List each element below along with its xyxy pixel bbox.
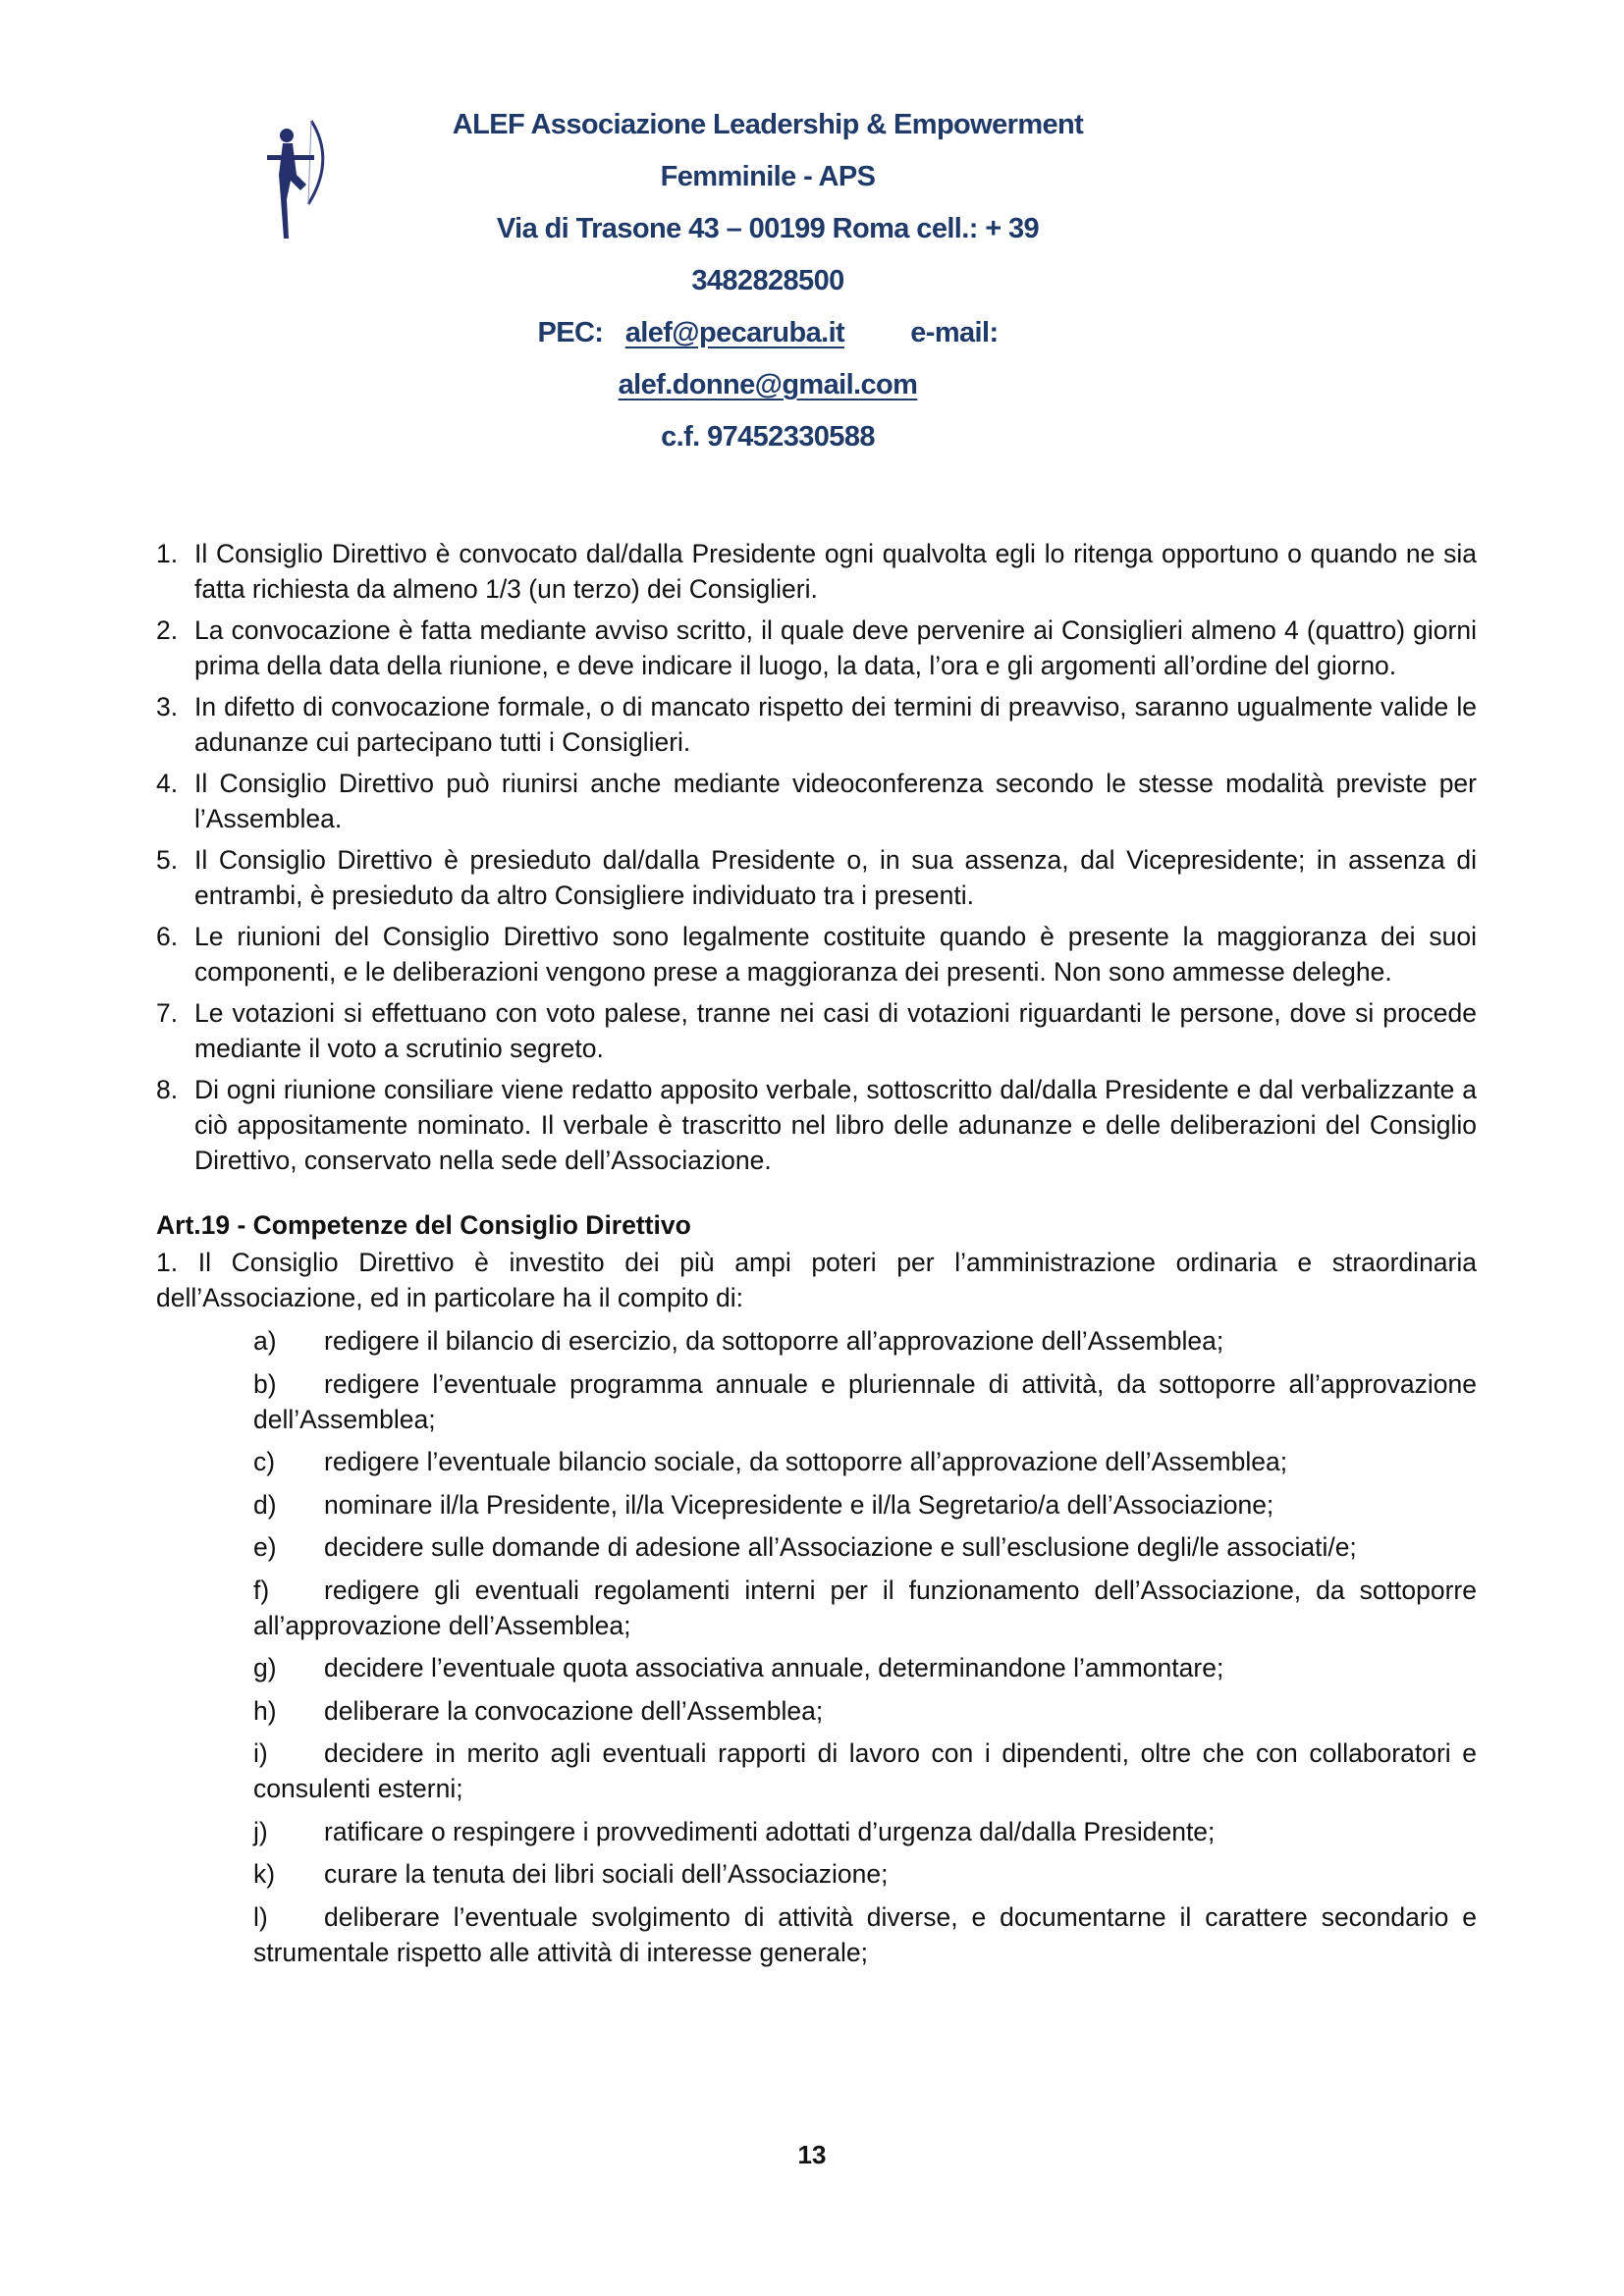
item-text: Il Consiglio Direttivo è presieduto dal/dalla Presidente o, in sua assenza, dal Vicepresidente; in assenza di entrambi, è presieduto da altro Consigliere individuato tra i presenti.	[194, 845, 1477, 910]
email-label: e-mail:	[910, 317, 999, 348]
item-text: ratificare o respingere i provvedimenti adottati d’urgenza dal/dalla Presidente;	[324, 1816, 1216, 1846]
item-number: 5.	[156, 845, 179, 875]
item-text: nominare il/la Presidente, il/la Vicepresidente e il/la Segretario/a dell’Associazione;	[324, 1489, 1274, 1520]
item-number: 6.	[156, 922, 179, 951]
lettered-item	[253, 1856, 1477, 1892]
item-text: redigere gli eventuali regolamenti interni per il funzionamento dell’Associazione, da sottoporre all’approvazione dell’Assemblea;	[253, 1575, 1477, 1640]
list-item	[156, 995, 1477, 1066]
lettered-item	[253, 1487, 1477, 1522]
item-letter: i)	[253, 1738, 268, 1768]
item-letter: b)	[253, 1368, 277, 1399]
item-text: Il Consiglio Direttivo è convocato dal/dalla Presidente ogni qualvolta egli lo ritenga opportuno o quando ne sia fatta richiesta da almeno 1/3 (un terzo) dei Consiglieri.	[194, 539, 1477, 604]
lettered-item	[253, 1650, 1477, 1685]
item-letter: c)	[253, 1447, 276, 1476]
list-item	[156, 613, 1477, 683]
lettered-item	[253, 1735, 1477, 1806]
item-number: 4.	[156, 769, 179, 798]
list-item	[156, 766, 1477, 836]
document-body	[156, 536, 1477, 1977]
lettered-item	[253, 1529, 1477, 1565]
list-item	[156, 536, 1477, 607]
phone: 3482828500	[691, 265, 844, 296]
item-text: deliberare la convocazione dell’Assemblea;	[324, 1695, 824, 1726]
numbered-list	[156, 536, 1477, 1178]
item-number: 1.	[156, 539, 179, 568]
item-letter: f)	[253, 1575, 270, 1605]
item-text: La convocazione è fatta mediante avviso scritto, il quale deve pervenire ai Consiglieri almeno 4 (quattro) giorni prima della data della riunione, e deve indicare il luogo, la data, l’ora e gli argomenti all’ordine del giorno.	[194, 615, 1477, 680]
item-text: decidere in merito agli eventuali rapporti di lavoro con i dipendenti, oltre che con collaboratori e consulenti esterni;	[253, 1738, 1477, 1803]
archer-logo	[257, 116, 346, 243]
lettered-item	[253, 1814, 1477, 1849]
article-heading: Art.19 - Competenze del Consiglio Direttivo	[156, 1210, 691, 1240]
lettered-item	[253, 1693, 1477, 1729]
email-link[interactable]: alef.donne@gmail.com	[618, 369, 918, 400]
item-text: In difetto di convocazione formale, o di mancato rispetto dei termini di preavviso, saranno ugualmente valide le adunanze cui partecipano tutti i Consiglieri.	[194, 692, 1477, 757]
org-name-2: Femminile - APS	[660, 161, 876, 192]
item-text: Di ogni riunione consiliare viene redatto apposito verbale, sottoscritto dal/dalla Presidente e dal verbalizzante a ciò appositamente nominato. Il verbale è trascritto nel libro delle adunanze e delle deliberazioni del Consiglio Direttivo, conservato nella sede dell’Associazione.	[194, 1075, 1477, 1175]
item-letter: k)	[253, 1859, 276, 1889]
item-letter: j)	[253, 1816, 268, 1846]
item-text: redigere l’eventuale bilancio sociale, da sottoporre all’approvazione dell’Assemblea;	[324, 1447, 1288, 1476]
address: Via di Trasone 43 – 00199 Roma cell.: + 39	[496, 213, 1040, 244]
item-number: 7.	[156, 998, 179, 1028]
item-letter: a)	[253, 1326, 277, 1356]
item-text: redigere il bilancio di esercizio, da sottoporre all’approvazione dell’Assemblea;	[324, 1326, 1224, 1356]
item-number: 8.	[156, 1075, 179, 1104]
pec-link[interactable]: alef@pecaruba.it	[624, 317, 845, 348]
item-text: decidere l’eventuale quota associativa annuale, determinandone l’ammontare;	[324, 1653, 1224, 1682]
item-text: decidere sulle domande di adesione all’Associazione e sull’esclusione degli/le associati/e;	[324, 1532, 1357, 1562]
article-intro: 1. Il Consiglio Direttivo è investito dei più ampi poteri per l’amministrazione ordinaria e straordinaria dell’Associazione, ed in particolare ha il compito di:	[156, 1248, 1477, 1312]
item-letter: g)	[253, 1653, 277, 1682]
lettered-item	[253, 1366, 1477, 1437]
item-number: 3.	[156, 692, 179, 721]
list-item	[156, 689, 1477, 760]
lettered-item	[253, 1444, 1477, 1479]
lettered-item	[253, 1573, 1477, 1643]
item-text: Le votazioni si effettuano con voto palese, tranne nei casi di votazioni riguardanti le persone, dove si procede mediante il voto a scrutinio segreto.	[194, 998, 1477, 1063]
lettered-item	[253, 1323, 1477, 1359]
item-text: Il Consiglio Direttivo può riunirsi anche mediante videoconferenza secondo le stesse modalità previste per l’Assemblea.	[194, 769, 1477, 833]
item-text: curare la tenuta dei libri sociali dell’Associazione;	[324, 1859, 889, 1889]
tax-code: c.f. 97452330588	[661, 421, 875, 453]
item-letter: d)	[253, 1489, 277, 1520]
list-item	[156, 919, 1477, 989]
page-number: 13	[797, 2140, 827, 2169]
lettered-list	[156, 1323, 1477, 1970]
item-number: 2.	[156, 615, 179, 645]
item-letter: e)	[253, 1532, 277, 1562]
item-letter: h)	[253, 1695, 277, 1726]
email-line	[395, 362, 1141, 414]
list-item	[156, 842, 1477, 913]
item-letter: l)	[253, 1901, 268, 1932]
pec-label: PEC:	[537, 317, 604, 348]
pec-line	[395, 310, 1141, 362]
org-name: ALEF Associazione Leadership & Empowerment	[452, 109, 1084, 140]
item-text: redigere l’eventuale programma annuale e pluriennale di attività, da sottoporre all’approvazione dell’Assemblea;	[253, 1368, 1477, 1434]
lettered-item	[253, 1899, 1477, 1970]
list-item	[156, 1072, 1477, 1178]
item-text: deliberare l’eventuale svolgimento di attività diverse, e documentarne il carattere secondario e strumentale rispetto alle attività di interesse generale;	[253, 1901, 1477, 1967]
letterhead	[395, 102, 1141, 466]
item-text: Le riunioni del Consiglio Direttivo sono legalmente costituite quando è presente la maggioranza dei suoi componenti, e le deliberazioni vengono prese a maggioranza dei presenti. Non sono ammesse deleghe.	[194, 922, 1477, 987]
